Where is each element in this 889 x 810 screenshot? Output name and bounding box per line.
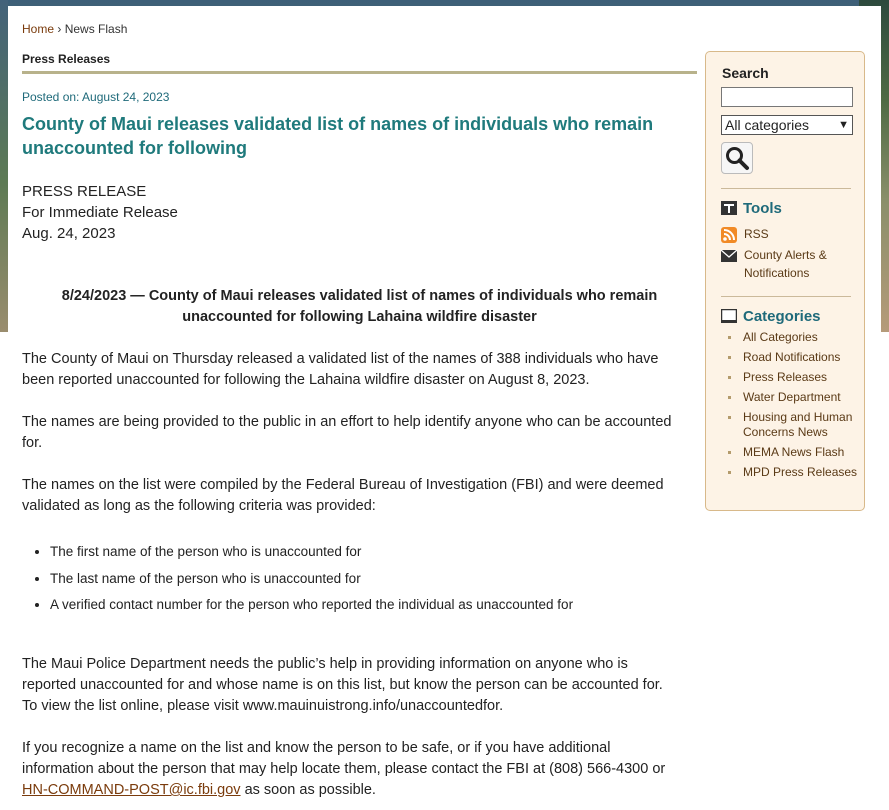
- category-link[interactable]: MEMA News Flash: [728, 445, 858, 460]
- category-link[interactable]: Press Releases: [728, 370, 858, 385]
- paragraph-1-line-1: The County of Maui on Thursday released a validated list of the names of 388 individuals who have: [22, 351, 659, 367]
- paragraph-2: [22, 412, 697, 454]
- chevron-down-icon: ▼: [838, 119, 849, 131]
- background-left-edge: [0, 0, 8, 332]
- breadcrumb-home-link[interactable]: Home: [22, 22, 55, 36]
- paragraph-5-line-1: If you recognize a name on the list and know the person to be safe, or if you have additional: [22, 740, 611, 756]
- paragraph-5: [22, 738, 697, 801]
- paragraph-1: [22, 349, 697, 391]
- paragraph-5-line-2: information about the person that may help locate them, please contact the FBI at (808) 566-4300 or: [22, 761, 666, 777]
- paragraph-3-line-2: validated as long as the following criteria was provided:: [22, 498, 376, 514]
- posted-date: Posted on: August 24, 2023: [22, 90, 170, 104]
- envelope-icon: [721, 250, 737, 262]
- search-title: Search: [722, 65, 769, 81]
- page-content: [8, 6, 881, 810]
- press-release-header: [22, 181, 178, 244]
- paragraph-2-line-1: The names are being provided to the public in an effort to help identify anyone who can be accounted: [22, 414, 672, 430]
- press-release-label: PRESS RELEASE: [22, 183, 147, 200]
- category-link[interactable]: Water Department: [728, 390, 858, 405]
- paragraph-4-line-1: The Maui Police Department needs the public’s help in providing information on anyone who is: [22, 656, 628, 672]
- fbi-email-link[interactable]: HN-COMMAND-POST@ic.fbi.gov: [22, 782, 241, 798]
- categories-heading: [721, 308, 821, 325]
- release-date: Aug. 24, 2023: [22, 225, 116, 242]
- paragraph-4-line-3: To view the list online, please visit www.mauinuistrong.info/unaccountedfor.: [22, 698, 504, 714]
- category-select-value: All categories: [725, 117, 810, 133]
- category-link[interactable]: Housing and Human Concerns News: [728, 410, 858, 440]
- rss-icon: [721, 227, 737, 243]
- breadcrumb-current: News Flash: [64, 22, 128, 36]
- categories-title: Categories: [743, 308, 821, 325]
- category-link[interactable]: MPD Press Releases: [728, 465, 858, 480]
- lead-line-1: 8/24/2023 — County of Maui releases validated list of names of individuals who remain: [61, 288, 658, 304]
- categories-list: [728, 330, 858, 485]
- paragraph-2-line-2: for.: [22, 435, 43, 451]
- paragraph-4-line-2: reported unaccounted for and whose name is on this list, but know the person can be accounted for.: [22, 677, 663, 693]
- article-title-line-2: unaccounted for following: [22, 138, 247, 158]
- lead-line-2: unaccounted for following Lahaina wildfire disaster: [182, 309, 537, 325]
- list-item: • The last name of the person who is unaccounted for: [50, 569, 725, 596]
- category-link[interactable]: Road Notifications: [728, 350, 858, 365]
- sidebar-divider: [721, 188, 851, 189]
- article-title-line-1: County of Maui releases validated list of names of individuals who remain: [22, 114, 654, 134]
- tools-heading: [721, 200, 782, 217]
- paragraph-1-line-2: been reported unaccounted for following the Lahaina wildfire disaster on August 8, 2023.: [22, 372, 590, 388]
- tool-item-label: County Alerts & Notifications: [744, 248, 827, 280]
- list-item: • A verified contact number for the person who reported the individual as unaccounted for: [50, 595, 725, 622]
- sidebar: [705, 51, 865, 511]
- tools-title: Tools: [743, 200, 782, 217]
- magnifier-icon: [722, 143, 752, 173]
- article-title: [22, 112, 697, 160]
- paragraph-3: [22, 475, 697, 517]
- tools-icon: [721, 201, 737, 215]
- search-input[interactable]: [721, 87, 853, 107]
- sidebar-divider: [721, 296, 851, 297]
- article-lead: [22, 286, 697, 328]
- release-type: For Immediate Release: [22, 204, 178, 221]
- search-button[interactable]: [721, 142, 753, 174]
- breadcrumb-separator: ›: [57, 22, 62, 36]
- paragraph-4: [22, 654, 697, 717]
- breadcrumb: [22, 22, 127, 36]
- paragraph-3-line-1: The names on the list were compiled by the Federal Bureau of Investigation (FBI) and were deemed: [22, 477, 664, 493]
- tool-item-label: RSS: [744, 227, 769, 241]
- paragraph-5-tail: as soon as possible.: [240, 782, 376, 798]
- category-link[interactable]: All Categories: [728, 330, 858, 345]
- section-heading: Press Releases: [22, 52, 697, 74]
- list-item: • The first name of the person who is unaccounted for: [50, 542, 725, 569]
- category-select[interactable]: [721, 115, 853, 135]
- book-icon: [721, 309, 737, 323]
- criteria-list: [22, 542, 725, 622]
